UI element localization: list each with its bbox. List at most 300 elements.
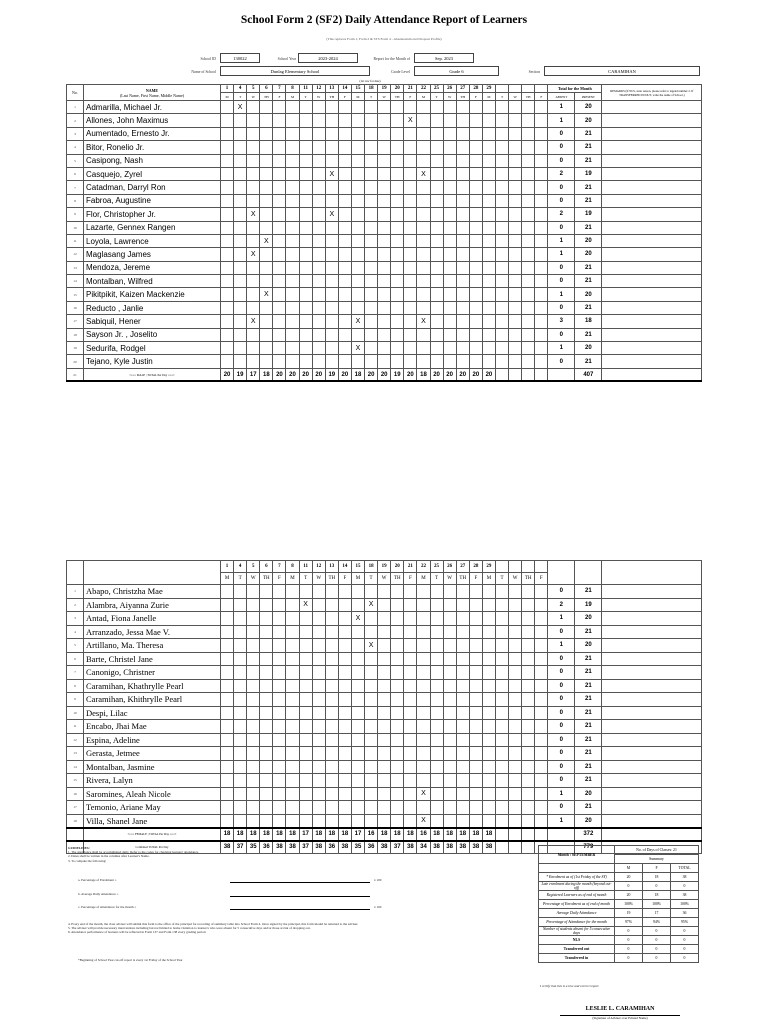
grade-label: Grade Level — [391, 70, 410, 74]
learner-name: Alambra, Aiyanna Zurie — [84, 598, 221, 612]
absent-count: 1 — [548, 342, 575, 355]
attendance-cell — [522, 679, 535, 693]
attendance-cell — [469, 706, 482, 720]
attendance-cell — [286, 167, 299, 180]
attendance-cell — [325, 114, 338, 127]
attendance-cell — [391, 234, 404, 247]
summary-row — [539, 873, 699, 882]
attendance-cell — [456, 706, 469, 720]
attendance-cell — [286, 639, 299, 653]
table-row — [67, 693, 702, 707]
attendance-cell — [286, 733, 299, 747]
attendance-cell — [273, 261, 286, 274]
present-count: 20 — [575, 288, 602, 301]
attendance-cell — [260, 248, 273, 261]
table-row — [67, 114, 702, 127]
daily-total: 18 — [273, 828, 286, 841]
attendance-cell — [221, 774, 234, 788]
attendance-cell — [273, 154, 286, 167]
attendance-cell — [260, 612, 273, 626]
attendance-cell — [430, 208, 443, 221]
attendance-cell — [469, 248, 482, 261]
learner-name: Mendoza, Jereme — [84, 261, 221, 274]
attendance-cell — [299, 328, 312, 341]
attendance-cell — [234, 801, 247, 815]
weekday-cell: T — [495, 573, 508, 585]
attendance-cell — [509, 747, 522, 761]
present-count: 21 — [575, 720, 602, 734]
date-header-row — [67, 85, 702, 93]
remarks-cell — [602, 342, 702, 355]
attendance-cell — [260, 275, 273, 288]
absent-count: 0 — [548, 666, 575, 680]
attendance-cell — [273, 355, 286, 368]
no-header — [67, 561, 84, 585]
row-number: 6 — [67, 652, 84, 666]
daily-total: 18 — [260, 828, 273, 841]
attendance-cell — [312, 234, 325, 247]
attendance-cell — [482, 747, 495, 761]
attendance-cell — [221, 275, 234, 288]
attendance-cell — [430, 733, 443, 747]
attendance-cell — [430, 328, 443, 341]
attendance-cell — [469, 774, 482, 788]
attendance-cell — [522, 248, 535, 261]
attendance-cell — [509, 760, 522, 774]
attendance-cell — [482, 288, 495, 301]
table-row — [67, 154, 702, 167]
attendance-cell — [535, 598, 548, 612]
attendance-cell — [351, 261, 364, 274]
attendance-cell — [430, 585, 443, 599]
formula-c-line — [230, 909, 370, 910]
attendance-cell — [299, 733, 312, 747]
attendance-cell — [351, 127, 364, 140]
section-field: CARAMIHAN — [544, 66, 700, 76]
attendance-cell — [535, 328, 548, 341]
attendance-cell — [273, 101, 286, 114]
table-row — [67, 261, 702, 274]
attendance-cell — [535, 760, 548, 774]
date-header-row — [67, 561, 702, 573]
row-number: 1 — [67, 585, 84, 599]
attendance-cell — [325, 774, 338, 788]
summary-female: 18 — [643, 891, 671, 900]
row-number: 18 — [67, 814, 84, 828]
attendance-cell — [286, 814, 299, 828]
attendance-cell — [221, 706, 234, 720]
attendance-cell — [522, 355, 535, 368]
female-total-row — [67, 828, 702, 841]
attendance-cell — [247, 666, 260, 680]
attendance-cell — [535, 355, 548, 368]
table-row — [67, 801, 702, 815]
summary-row — [539, 945, 699, 954]
attendance-cell — [286, 234, 299, 247]
attendance-cell — [273, 301, 286, 314]
absent-mark: X — [351, 342, 364, 355]
learner-name: Despi, Lilac — [84, 706, 221, 720]
attendance-cell — [351, 101, 364, 114]
attendance-cell — [312, 612, 325, 626]
attendance-cell — [286, 275, 299, 288]
attendance-cell — [273, 141, 286, 154]
attendance-cell — [338, 666, 351, 680]
attendance-cell — [338, 787, 351, 801]
date-cell: 28 — [469, 561, 482, 573]
present-count: 21 — [575, 652, 602, 666]
attendance-cell — [221, 355, 234, 368]
attendance-cell — [495, 342, 508, 355]
present-header: PRESENT — [575, 93, 602, 101]
attendance-cell — [404, 760, 417, 774]
row-number: 4 — [67, 625, 84, 639]
daily-total: 18 — [338, 828, 351, 841]
attendance-cell — [365, 167, 378, 180]
daily-total: 38 — [443, 841, 456, 854]
attendance-cell — [351, 814, 364, 828]
attendance-cell — [365, 679, 378, 693]
attendance-cell — [273, 666, 286, 680]
attendance-cell — [338, 639, 351, 653]
attendance-cell — [338, 774, 351, 788]
attendance-cell — [522, 288, 535, 301]
daily-total: 18 — [443, 828, 456, 841]
attendance-cell — [260, 639, 273, 653]
remarks-cell — [602, 194, 702, 207]
attendance-cell — [234, 747, 247, 761]
remarks-cell — [602, 355, 702, 368]
attendance-cell — [391, 141, 404, 154]
attendance-cell — [378, 194, 391, 207]
date-cell: 14 — [338, 561, 351, 573]
attendance-cell — [378, 342, 391, 355]
present-count: 21 — [575, 747, 602, 761]
attendance-cell — [391, 167, 404, 180]
guideline-5: 5. The adviser will provide necessary interventions including but not limited to home visitation to learner/s who were absent for 5 consecutive days and/or those at risk of dropping out. — [68, 926, 311, 931]
attendance-cell — [378, 101, 391, 114]
attendance-cell — [325, 612, 338, 626]
summary-male: 19 — [615, 909, 643, 918]
attendance-cell — [351, 693, 364, 707]
attendance-cell — [325, 328, 338, 341]
attendance-cell — [469, 275, 482, 288]
attendance-cell — [535, 666, 548, 680]
attendance-cell — [469, 301, 482, 314]
attendance-cell — [495, 774, 508, 788]
daily-total: 38 — [456, 841, 469, 854]
date-cell: 13 — [325, 85, 338, 93]
date-cell: 14 — [338, 85, 351, 93]
remarks-header — [602, 561, 702, 585]
absent-count: 0 — [548, 221, 575, 234]
attendance-cell — [443, 141, 456, 154]
attendance-cell — [338, 248, 351, 261]
attendance-cell — [417, 181, 430, 194]
attendance-cell — [299, 585, 312, 599]
attendance-cell — [221, 328, 234, 341]
row-number: 7 — [67, 666, 84, 680]
attendance-cell — [260, 194, 273, 207]
weekday-cell: W — [443, 93, 456, 101]
attendance-cell — [495, 801, 508, 815]
attendance-cell — [509, 208, 522, 221]
summary-female: 94% — [643, 918, 671, 927]
attendance-cell — [234, 315, 247, 328]
attendance-cell — [234, 141, 247, 154]
attendance-cell — [456, 167, 469, 180]
attendance-cell — [325, 706, 338, 720]
date-cell: 5 — [247, 85, 260, 93]
daily-total-empty — [535, 368, 548, 381]
attendance-cell — [482, 127, 495, 140]
attendance-cell — [417, 328, 430, 341]
attendance-cell — [456, 693, 469, 707]
present-count: 20 — [575, 787, 602, 801]
formula-c-suffix: x 100 — [374, 905, 382, 909]
absent-count: 0 — [548, 706, 575, 720]
attendance-cell — [469, 167, 482, 180]
attendance-cell — [378, 666, 391, 680]
remarks-header: REMARKS (If NLS, state reason, please refer to legend number 2. If TRANSFERRED IN/OUT, write the name of School.) — [602, 85, 702, 101]
attendance-cell — [299, 801, 312, 815]
present-count: 21 — [575, 275, 602, 288]
attendance-cell — [509, 693, 522, 707]
learner-name: Caramihan, Khathrylle Pearl — [84, 679, 221, 693]
attendance-cell — [495, 194, 508, 207]
daily-total: 18 — [325, 828, 338, 841]
attendance-cell — [286, 679, 299, 693]
attendance-cell — [338, 814, 351, 828]
attendance-cell — [338, 234, 351, 247]
weekday-cell: TH — [391, 573, 404, 585]
row-number: 12 — [67, 733, 84, 747]
attendance-cell — [469, 720, 482, 734]
attendance-cell — [365, 127, 378, 140]
attendance-cell — [247, 114, 260, 127]
attendance-cell — [509, 598, 522, 612]
row-number: 14 — [67, 760, 84, 774]
table-row — [67, 747, 702, 761]
remarks-cell — [602, 706, 702, 720]
attendance-cell — [456, 598, 469, 612]
row-number: 17 — [67, 315, 84, 328]
present-count: 19 — [575, 598, 602, 612]
attendance-cell — [469, 101, 482, 114]
absent-count: 0 — [548, 154, 575, 167]
present-count: 21 — [575, 221, 602, 234]
attendance-cell — [509, 141, 522, 154]
weekday-cell: W — [443, 573, 456, 585]
attendance-cell — [417, 666, 430, 680]
weekday-cell: M — [351, 93, 364, 101]
attendance-cell — [535, 275, 548, 288]
attendance-cell — [273, 720, 286, 734]
remarks-cell — [602, 301, 702, 314]
attendance-cell — [234, 275, 247, 288]
attendance-cell — [391, 652, 404, 666]
attendance-cell — [443, 288, 456, 301]
attendance-cell — [535, 301, 548, 314]
attendance-cell — [312, 625, 325, 639]
remarks-cell — [602, 760, 702, 774]
name-header — [84, 561, 221, 585]
attendance-cell — [535, 234, 548, 247]
attendance-cell — [351, 733, 364, 747]
attendance-cell — [365, 328, 378, 341]
attendance-cell — [404, 693, 417, 707]
summary-row — [539, 891, 699, 900]
attendance-cell — [522, 639, 535, 653]
daily-total: 35 — [247, 841, 260, 854]
attendance-cell — [482, 208, 495, 221]
attendance-cell — [338, 167, 351, 180]
absent-mark: X — [365, 598, 378, 612]
date-cell: 13 — [325, 561, 338, 573]
daily-total: 17 — [247, 368, 260, 381]
attendance-cell — [522, 720, 535, 734]
row-number: 5 — [67, 639, 84, 653]
attendance-cell — [522, 141, 535, 154]
attendance-cell — [325, 141, 338, 154]
attendance-cell — [456, 288, 469, 301]
daily-total: 20 — [430, 368, 443, 381]
attendance-cell — [391, 666, 404, 680]
summary-row-label: Percentage of Enrolment as of end of month — [539, 900, 615, 909]
attendance-cell — [234, 639, 247, 653]
school-id-label: School ID — [200, 57, 216, 61]
daily-total: 35 — [351, 841, 364, 854]
attendance-cell — [495, 234, 508, 247]
learner-name: Arranzado, Jessa Mae V. — [84, 625, 221, 639]
attendance-cell — [535, 625, 548, 639]
attendance-cell — [469, 221, 482, 234]
attendance-cell — [351, 114, 364, 127]
guideline-2: 2. Dates shall be written in the columns after Learner's Name. — [68, 854, 150, 859]
attendance-cell — [443, 234, 456, 247]
learner-name: Antad, Fiona Janelle — [84, 612, 221, 626]
weekday-cell: M — [286, 93, 299, 101]
date-cell: 21 — [404, 561, 417, 573]
absent-mark: X — [417, 167, 430, 180]
attendance-cell — [234, 733, 247, 747]
attendance-cell — [234, 288, 247, 301]
absent-count: 3 — [548, 315, 575, 328]
attendance-cell — [378, 221, 391, 234]
weekday-cell: M — [351, 573, 364, 585]
attendance-cell — [469, 679, 482, 693]
attendance-cell — [378, 288, 391, 301]
remarks-cell — [602, 181, 702, 194]
attendance-cell — [417, 127, 430, 140]
summary-row — [539, 909, 699, 918]
daily-total: 34 — [417, 841, 430, 854]
remarks-cell — [602, 733, 702, 747]
attendance-cell — [482, 774, 495, 788]
attendance-cell — [535, 585, 548, 599]
row-number: 20 — [67, 355, 84, 368]
attendance-cell — [443, 787, 456, 801]
attendance-cell — [365, 355, 378, 368]
daily-total: 37 — [391, 841, 404, 854]
date-cell: 29 — [482, 561, 495, 573]
absent-count: 0 — [548, 733, 575, 747]
attendance-cell — [260, 625, 273, 639]
school-year-field: 2023-2024 — [298, 53, 358, 63]
attendance-cell — [417, 355, 430, 368]
weekday-cell: M — [417, 573, 430, 585]
attendance-cell — [378, 585, 391, 599]
attendance-cell — [509, 639, 522, 653]
date-cell: 20 — [391, 561, 404, 573]
attendance-cell — [365, 706, 378, 720]
attendance-cell — [509, 315, 522, 328]
attendance-cell — [509, 612, 522, 626]
attendance-cell — [535, 288, 548, 301]
daily-total: 17 — [351, 828, 364, 841]
attendance-cell — [495, 639, 508, 653]
absent-count: 0 — [548, 625, 575, 639]
attendance-cell — [430, 181, 443, 194]
attendance-cell — [365, 101, 378, 114]
attendance-cell — [234, 355, 247, 368]
attendance-cell — [430, 261, 443, 274]
attendance-cell — [299, 706, 312, 720]
attendance-cell — [234, 114, 247, 127]
attendance-cell — [456, 141, 469, 154]
attendance-cell — [234, 261, 247, 274]
attendance-cell — [260, 355, 273, 368]
attendance-cell — [430, 167, 443, 180]
attendance-cell — [469, 693, 482, 707]
attendance-cell — [404, 342, 417, 355]
daily-total: 19 — [234, 368, 247, 381]
date-cell: 8 — [286, 561, 299, 573]
learner-name: Sayson Jr. , Joselito — [84, 328, 221, 341]
attendance-cell — [312, 167, 325, 180]
attendance-cell — [299, 275, 312, 288]
attendance-cell — [286, 355, 299, 368]
learner-name: Caramihan, Khithrylle Pearl — [84, 693, 221, 707]
attendance-cell — [378, 787, 391, 801]
date-cell: 11 — [299, 85, 312, 93]
attendance-cell — [456, 248, 469, 261]
attendance-cell — [417, 208, 430, 221]
summary-col-header: F — [643, 864, 671, 873]
attendance-cell — [286, 787, 299, 801]
attendance-cell — [469, 652, 482, 666]
attendance-cell — [404, 787, 417, 801]
attendance-cell — [522, 612, 535, 626]
attendance-cell — [430, 774, 443, 788]
daily-total: 20 — [338, 368, 351, 381]
attendance-cell — [286, 666, 299, 680]
remarks-cell — [602, 652, 702, 666]
attendance-cell — [456, 585, 469, 599]
attendance-cell — [522, 261, 535, 274]
attendance-cell — [247, 342, 260, 355]
attendance-cell — [312, 774, 325, 788]
attendance-cell — [338, 693, 351, 707]
remarks-cell — [602, 288, 702, 301]
attendance-cell — [273, 787, 286, 801]
absent-count: 0 — [548, 181, 575, 194]
attendance-cell — [430, 760, 443, 774]
attendance-cell — [509, 127, 522, 140]
weekday-cell: T — [365, 93, 378, 101]
attendance-cell — [482, 679, 495, 693]
summary-cols-row — [539, 864, 699, 873]
